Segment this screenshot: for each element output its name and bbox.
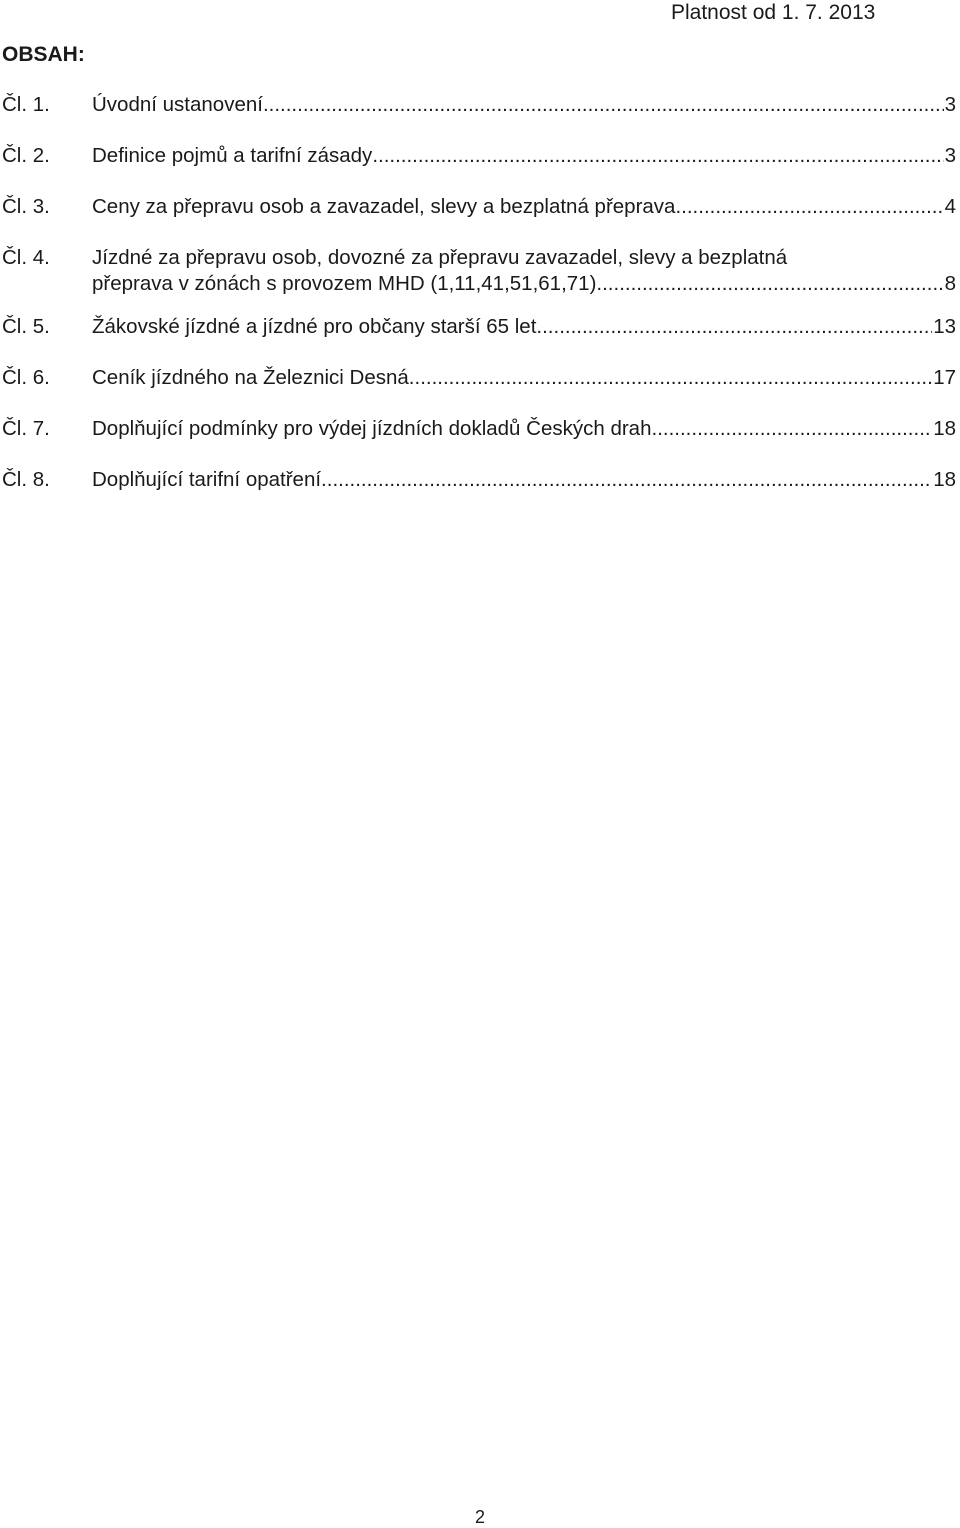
toc-leader-dots — [409, 365, 932, 391]
toc-leader-dots — [321, 467, 932, 493]
page-number: 2 — [474, 1507, 485, 1527]
table-of-contents — [2, 92, 958, 518]
toc-entry-title: Doplňující tarifní opatření — [92, 468, 322, 491]
toc-entry-1[interactable] — [2, 92, 958, 118]
toc-entry-title: Ceny za přepravu osob a zavazadel, slevy a bezplatná přeprava — [92, 195, 676, 218]
toc-entry-7[interactable] — [2, 416, 958, 442]
toc-entry-title: Doplňující podmínky pro výdej jízdních dokladů Českých drah — [92, 417, 652, 440]
toc-entry-page: 4 — [944, 195, 956, 218]
toc-entry-title-line1: Jízdné za přepravu osob, dovozné za přepravu zavazadel, slevy a bezplatná — [92, 246, 788, 269]
toc-leader-dots — [652, 416, 933, 442]
toc-entry-page: 3 — [944, 144, 956, 167]
toc-entry-page: 18 — [933, 468, 956, 491]
toc-entry-number: Čl. 8. — [2, 468, 50, 491]
toc-entry-number: Čl. 4. — [2, 246, 50, 269]
toc-entry-2[interactable] — [2, 143, 958, 169]
toc-entry-title: Ceník jízdného na Železnici Desná — [92, 366, 409, 389]
toc-heading: OBSAH: — [2, 43, 85, 66]
toc-entry-8[interactable] — [2, 467, 958, 493]
toc-entry-page: 13 — [933, 315, 956, 338]
toc-entry-5[interactable] — [2, 314, 958, 340]
toc-leader-dots — [372, 143, 943, 169]
toc-leader-dots — [536, 314, 932, 340]
toc-entry-title: Žákovské jízdné a jízdné pro občany starší 65 let — [92, 315, 537, 338]
toc-leader-dots — [596, 271, 943, 297]
toc-entry-number: Čl. 3. — [2, 195, 50, 218]
toc-leader-dots — [675, 194, 943, 220]
toc-entry-page: 18 — [933, 417, 956, 440]
toc-leader-dots — [263, 92, 944, 118]
toc-entry-number: Čl. 1. — [2, 93, 50, 116]
toc-entry-6[interactable] — [2, 365, 958, 391]
toc-entry-title: Úvodní ustanovení — [92, 93, 263, 116]
toc-entry-title-line2: přeprava v zónách s provozem MHD (1,11,41,51,61,71) — [92, 272, 597, 295]
toc-entry-page: 8 — [944, 272, 956, 295]
toc-entry-page: 3 — [944, 93, 956, 116]
toc-entry-3[interactable] — [2, 194, 958, 220]
toc-entry-number: Čl. 5. — [2, 315, 50, 338]
validity-date: Platnost od 1. 7. 2013 — [671, 1, 876, 24]
toc-entry-number: Čl. 2. — [2, 144, 50, 167]
toc-entry-4[interactable] — [2, 245, 958, 297]
toc-entry-page: 17 — [933, 366, 956, 389]
toc-entry-title: Definice pojmů a tarifní zásady — [92, 144, 373, 167]
toc-entry-number: Čl. 6. — [2, 366, 50, 389]
toc-entry-number: Čl. 7. — [2, 417, 50, 440]
